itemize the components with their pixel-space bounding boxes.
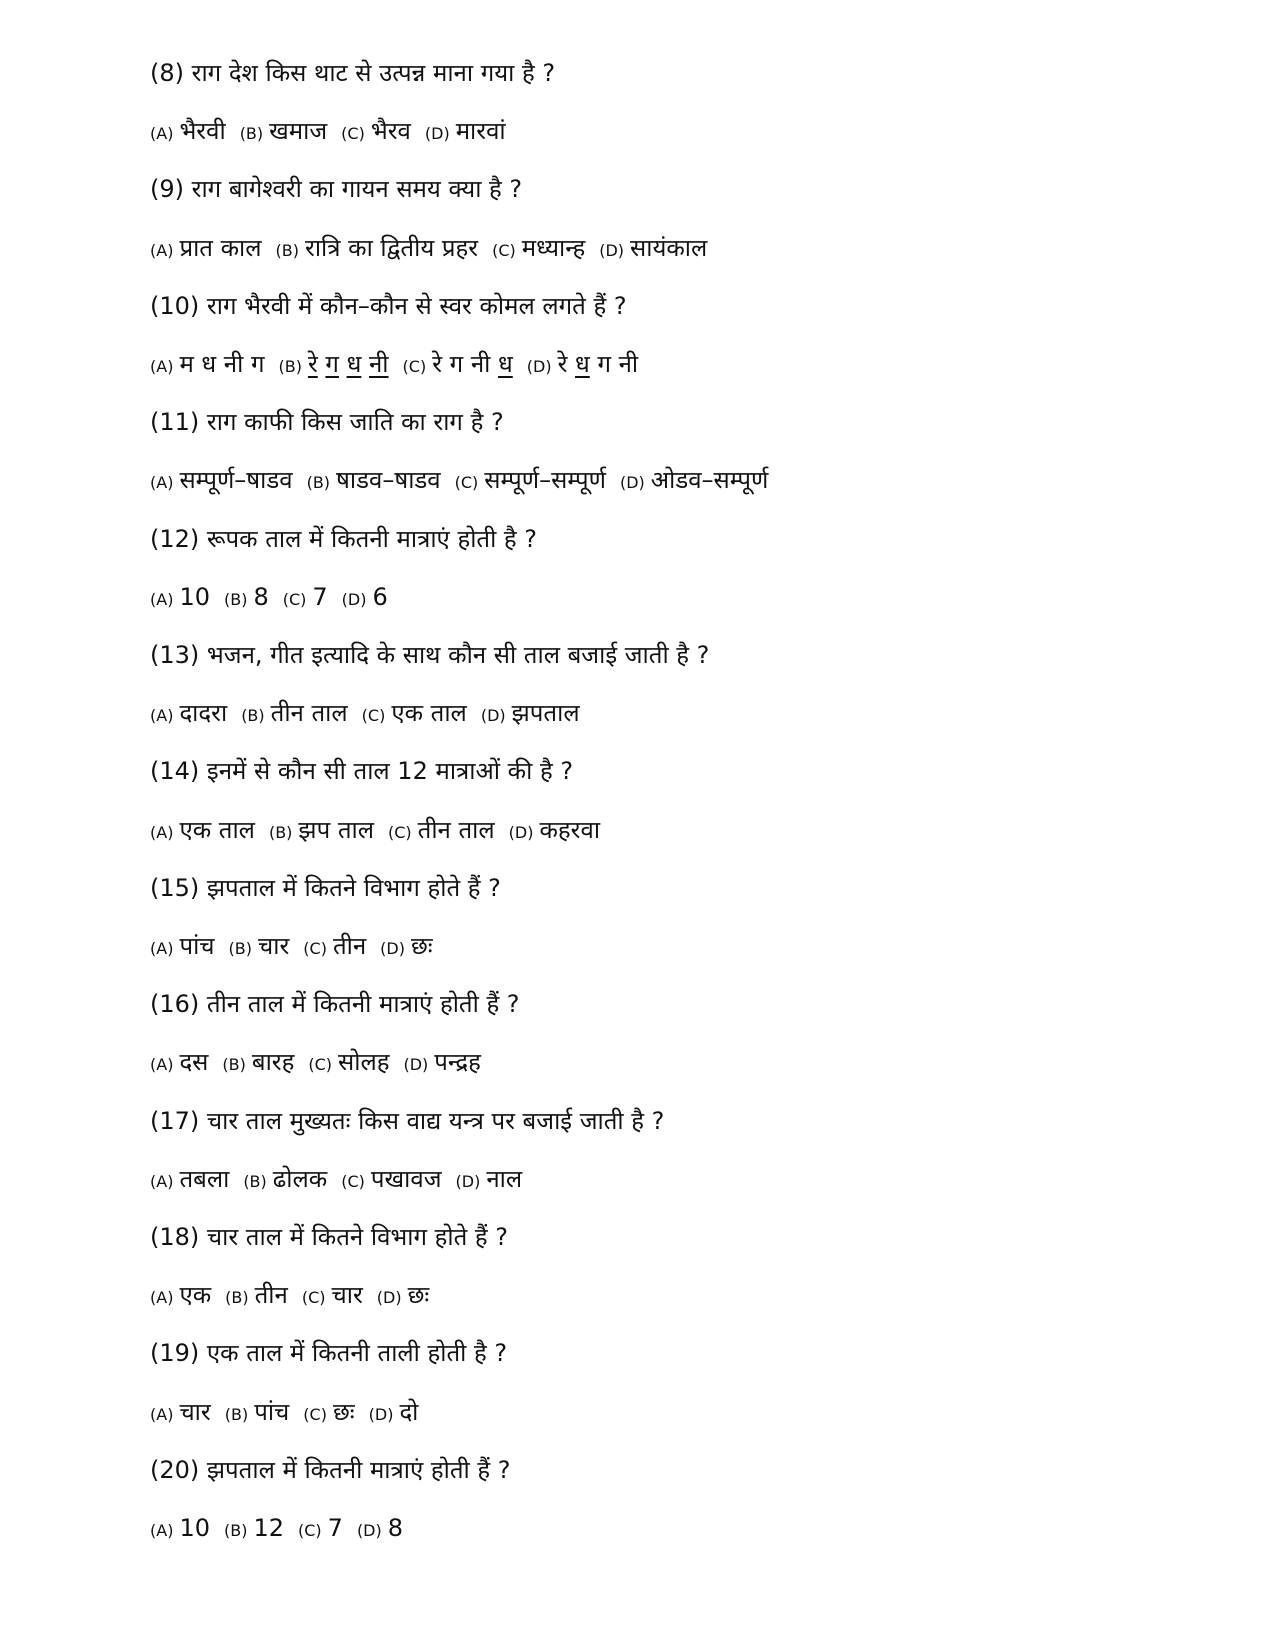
question-number: (13) bbox=[150, 641, 200, 669]
swara: ध bbox=[346, 350, 362, 378]
question-number: (9) bbox=[150, 175, 184, 204]
option-text: तबला bbox=[179, 1164, 230, 1193]
option-text: रात्रि का द्वितीय प्रहर bbox=[305, 233, 479, 262]
option-text: दादरा bbox=[179, 699, 228, 728]
options-line bbox=[150, 1161, 522, 1197]
option-letter: (C) bbox=[282, 589, 307, 609]
option-text: 6 bbox=[372, 582, 388, 611]
option-text: प्रात काल bbox=[179, 233, 262, 262]
option-text: भैरवी bbox=[179, 117, 226, 146]
option-letter: (A) bbox=[150, 1055, 174, 1075]
option-letter: (A) bbox=[150, 589, 174, 609]
option-text: 10 bbox=[179, 1514, 210, 1542]
option-letter: (D) bbox=[424, 124, 450, 144]
option-text: सोलह bbox=[338, 1048, 390, 1077]
option-letter: (A) bbox=[150, 1171, 174, 1191]
option-text: बारह bbox=[251, 1048, 295, 1077]
option-letter: (B) bbox=[278, 357, 302, 376]
question-text: झपताल में कितने विभाग होते हैं ? bbox=[206, 873, 501, 902]
swara: ग bbox=[325, 350, 339, 378]
option-text: 7 bbox=[327, 1514, 343, 1542]
option-text: मध्यान्ह bbox=[521, 233, 586, 262]
option-letter: (C) bbox=[301, 1288, 326, 1308]
option-text: म ध नी ग bbox=[179, 350, 265, 378]
question-line bbox=[150, 986, 520, 1022]
option-text: नाल bbox=[486, 1164, 523, 1193]
option-letter: (D) bbox=[380, 939, 405, 958]
option-text: तीन bbox=[254, 1281, 288, 1310]
option-text: खमाज bbox=[269, 117, 328, 146]
option-text: मारवां bbox=[455, 117, 506, 146]
options-line bbox=[150, 462, 768, 498]
swara: ग bbox=[449, 350, 464, 378]
question-number: (14) bbox=[150, 757, 200, 786]
option-letter: (B) bbox=[225, 1288, 249, 1308]
option-text: 10 bbox=[179, 582, 210, 611]
option-letter: (A) bbox=[150, 1521, 174, 1540]
options-line bbox=[150, 113, 506, 149]
option-text bbox=[308, 350, 389, 378]
option-text: छः bbox=[332, 1397, 355, 1426]
option-letter: (C) bbox=[492, 240, 516, 260]
option-letter: (B) bbox=[223, 589, 248, 609]
question-line bbox=[150, 1219, 508, 1255]
question-line bbox=[150, 288, 627, 324]
option-letter: (C) bbox=[402, 357, 427, 376]
option-text: चार bbox=[331, 1281, 363, 1310]
question-text: चार ताल में कितने विभाग होते हैं ? bbox=[206, 1223, 509, 1251]
question-text: राग काफी किस जाति का राग है ? bbox=[206, 408, 504, 437]
option-letter: (C) bbox=[341, 1171, 365, 1191]
question-number: (16) bbox=[150, 990, 200, 1019]
options-line bbox=[150, 1510, 403, 1546]
option-letter: (D) bbox=[480, 706, 506, 726]
swara: रे bbox=[307, 350, 318, 378]
option-letter: (B) bbox=[243, 1171, 267, 1191]
option-letter: (A) bbox=[150, 124, 174, 144]
option-text: पांच bbox=[179, 932, 215, 960]
option-letter: (B) bbox=[228, 939, 252, 958]
option-letter: (C) bbox=[303, 939, 327, 958]
option-letter: (B) bbox=[241, 706, 265, 726]
option-letter: (A) bbox=[150, 473, 174, 493]
option-text: कहरवा bbox=[539, 815, 601, 844]
option-text: ढोलक bbox=[272, 1164, 328, 1193]
question-text: इनमें से कौन सी ताल 12 मात्राओं की है ? bbox=[206, 757, 574, 786]
options-line bbox=[150, 812, 600, 848]
option-letter: (D) bbox=[376, 1288, 402, 1308]
option-letter: (B) bbox=[223, 1521, 248, 1540]
question-line bbox=[150, 1452, 510, 1488]
question-line bbox=[150, 637, 709, 673]
option-letter: (A) bbox=[150, 1404, 174, 1424]
swara: रे bbox=[432, 350, 443, 378]
options-line bbox=[150, 346, 638, 382]
option-letter: (A) bbox=[150, 706, 174, 726]
option-text: एक ताल bbox=[391, 699, 467, 728]
option-letter: (D) bbox=[508, 822, 534, 842]
option-text: एक ताल bbox=[179, 815, 255, 844]
option-letter: (C) bbox=[454, 473, 479, 493]
option-letter: (C) bbox=[298, 1521, 322, 1540]
question-line bbox=[150, 521, 537, 557]
question-line bbox=[150, 870, 501, 906]
option-letter: (C) bbox=[308, 1055, 333, 1075]
option-letter: (A) bbox=[150, 939, 174, 958]
question-line bbox=[150, 404, 504, 440]
question-number: (8) bbox=[150, 59, 184, 87]
swara: नी bbox=[618, 350, 639, 378]
option-letter: (A) bbox=[150, 1288, 174, 1308]
options-line bbox=[150, 928, 433, 964]
question-line bbox=[150, 171, 522, 207]
option-letter: (C) bbox=[388, 822, 412, 842]
swara: नी bbox=[368, 350, 389, 378]
question-text: रूपक ताल में कितनी मात्राएं होती है ? bbox=[206, 524, 538, 553]
question-number: (11) bbox=[150, 408, 200, 437]
swara: ग bbox=[597, 350, 611, 378]
option-letter: (B) bbox=[306, 473, 331, 493]
option-letter: (B) bbox=[275, 240, 300, 260]
option-letter: (D) bbox=[599, 240, 625, 260]
question-text: झपताल में कितनी मात्राएं होती हैं ? bbox=[206, 1455, 511, 1484]
option-letter: (D) bbox=[341, 589, 367, 609]
option-text: ओडव–सम्पूर्ण bbox=[650, 466, 769, 495]
option-text: दस bbox=[179, 1048, 209, 1077]
question-text: राग बागेश्वरी का गायन समय क्या है ? bbox=[191, 175, 523, 204]
question-text: तीन ताल में कितनी मात्राएं होती हैं ? bbox=[206, 990, 520, 1019]
option-text bbox=[432, 350, 513, 378]
option-letter: (D) bbox=[455, 1171, 481, 1191]
option-letter: (C) bbox=[361, 706, 386, 726]
option-letter: (A) bbox=[150, 357, 174, 376]
option-text: पन्द्रह bbox=[434, 1048, 481, 1077]
option-letter: (A) bbox=[150, 822, 174, 842]
option-text: एक bbox=[179, 1281, 212, 1310]
question-number: (12) bbox=[150, 524, 200, 553]
option-letter: (D) bbox=[619, 473, 645, 493]
option-letter: (B) bbox=[224, 1404, 249, 1424]
question-number: (20) bbox=[150, 1455, 200, 1484]
option-letter: (C) bbox=[303, 1404, 327, 1424]
option-text: 7 bbox=[312, 582, 328, 611]
option-letter: (C) bbox=[341, 124, 365, 144]
question-text: एक ताल में कितनी ताली होती है ? bbox=[206, 1339, 508, 1368]
question-line bbox=[150, 1103, 664, 1139]
option-text: सायंकाल bbox=[630, 233, 708, 262]
question-number: (10) bbox=[150, 291, 200, 320]
option-text: छः bbox=[407, 1281, 430, 1310]
options-line bbox=[150, 1044, 481, 1080]
option-text: पखावज bbox=[370, 1164, 442, 1193]
option-letter: (D) bbox=[526, 357, 552, 376]
options-line bbox=[150, 1394, 418, 1430]
question-line bbox=[150, 1335, 507, 1371]
swara: नी bbox=[470, 350, 491, 378]
option-text: 8 bbox=[387, 1514, 404, 1542]
options-line bbox=[150, 1277, 429, 1313]
question-text: भजन, गीत इत्यादि के साथ कौन सी ताल बजाई जाती है ? bbox=[206, 641, 710, 669]
option-text: तीन ताल bbox=[417, 815, 495, 844]
question-number: (15) bbox=[150, 873, 200, 902]
option-text: भैरव bbox=[370, 117, 411, 146]
option-letter: (A) bbox=[150, 240, 174, 260]
swara: रे bbox=[557, 350, 568, 378]
options-line bbox=[150, 230, 707, 266]
option-text: चार bbox=[258, 932, 290, 960]
option-letter: (B) bbox=[239, 124, 264, 144]
option-text: षाडव–षाडव bbox=[336, 466, 441, 495]
option-text: चार bbox=[179, 1397, 211, 1426]
option-text: छः bbox=[410, 932, 433, 960]
option-text: झपताल bbox=[511, 699, 580, 728]
swara: ध bbox=[498, 350, 513, 378]
option-letter: (B) bbox=[268, 822, 293, 842]
option-letter: (B) bbox=[222, 1055, 246, 1075]
swara: ध bbox=[575, 350, 590, 378]
options-line bbox=[150, 695, 580, 731]
option-text: तीन ताल bbox=[270, 699, 348, 728]
option-letter: (D) bbox=[368, 1404, 394, 1424]
option-text bbox=[558, 350, 639, 378]
option-text: 8 bbox=[253, 582, 269, 611]
option-letter: (D) bbox=[356, 1521, 382, 1540]
question-number: (19) bbox=[150, 1339, 200, 1368]
option-text: सम्पूर्ण–षाडव bbox=[179, 466, 293, 495]
question-number: (18) bbox=[150, 1223, 200, 1251]
option-text: पांच bbox=[254, 1397, 290, 1426]
question-line bbox=[150, 753, 573, 789]
option-text: तीन bbox=[332, 932, 367, 960]
question-text: राग भैरवी में कौन–कौन से स्वर कोमल लगते हैं ? bbox=[206, 291, 627, 320]
question-number: (17) bbox=[150, 1106, 200, 1135]
option-text: सम्पूर्ण–सम्पूर्ण bbox=[484, 466, 606, 495]
question-line bbox=[150, 55, 555, 91]
options-line bbox=[150, 579, 388, 615]
option-text: 12 bbox=[253, 1514, 284, 1542]
option-letter: (D) bbox=[403, 1055, 429, 1075]
option-text: झप ताल bbox=[298, 815, 374, 844]
option-text: दो bbox=[399, 1397, 419, 1426]
question-text: राग देश किस थाट से उत्पन्न माना गया है ? bbox=[191, 59, 556, 87]
question-text: चार ताल मुख्यतः किस वाद्य यन्त्र पर बजाई जाती है ? bbox=[206, 1106, 665, 1135]
